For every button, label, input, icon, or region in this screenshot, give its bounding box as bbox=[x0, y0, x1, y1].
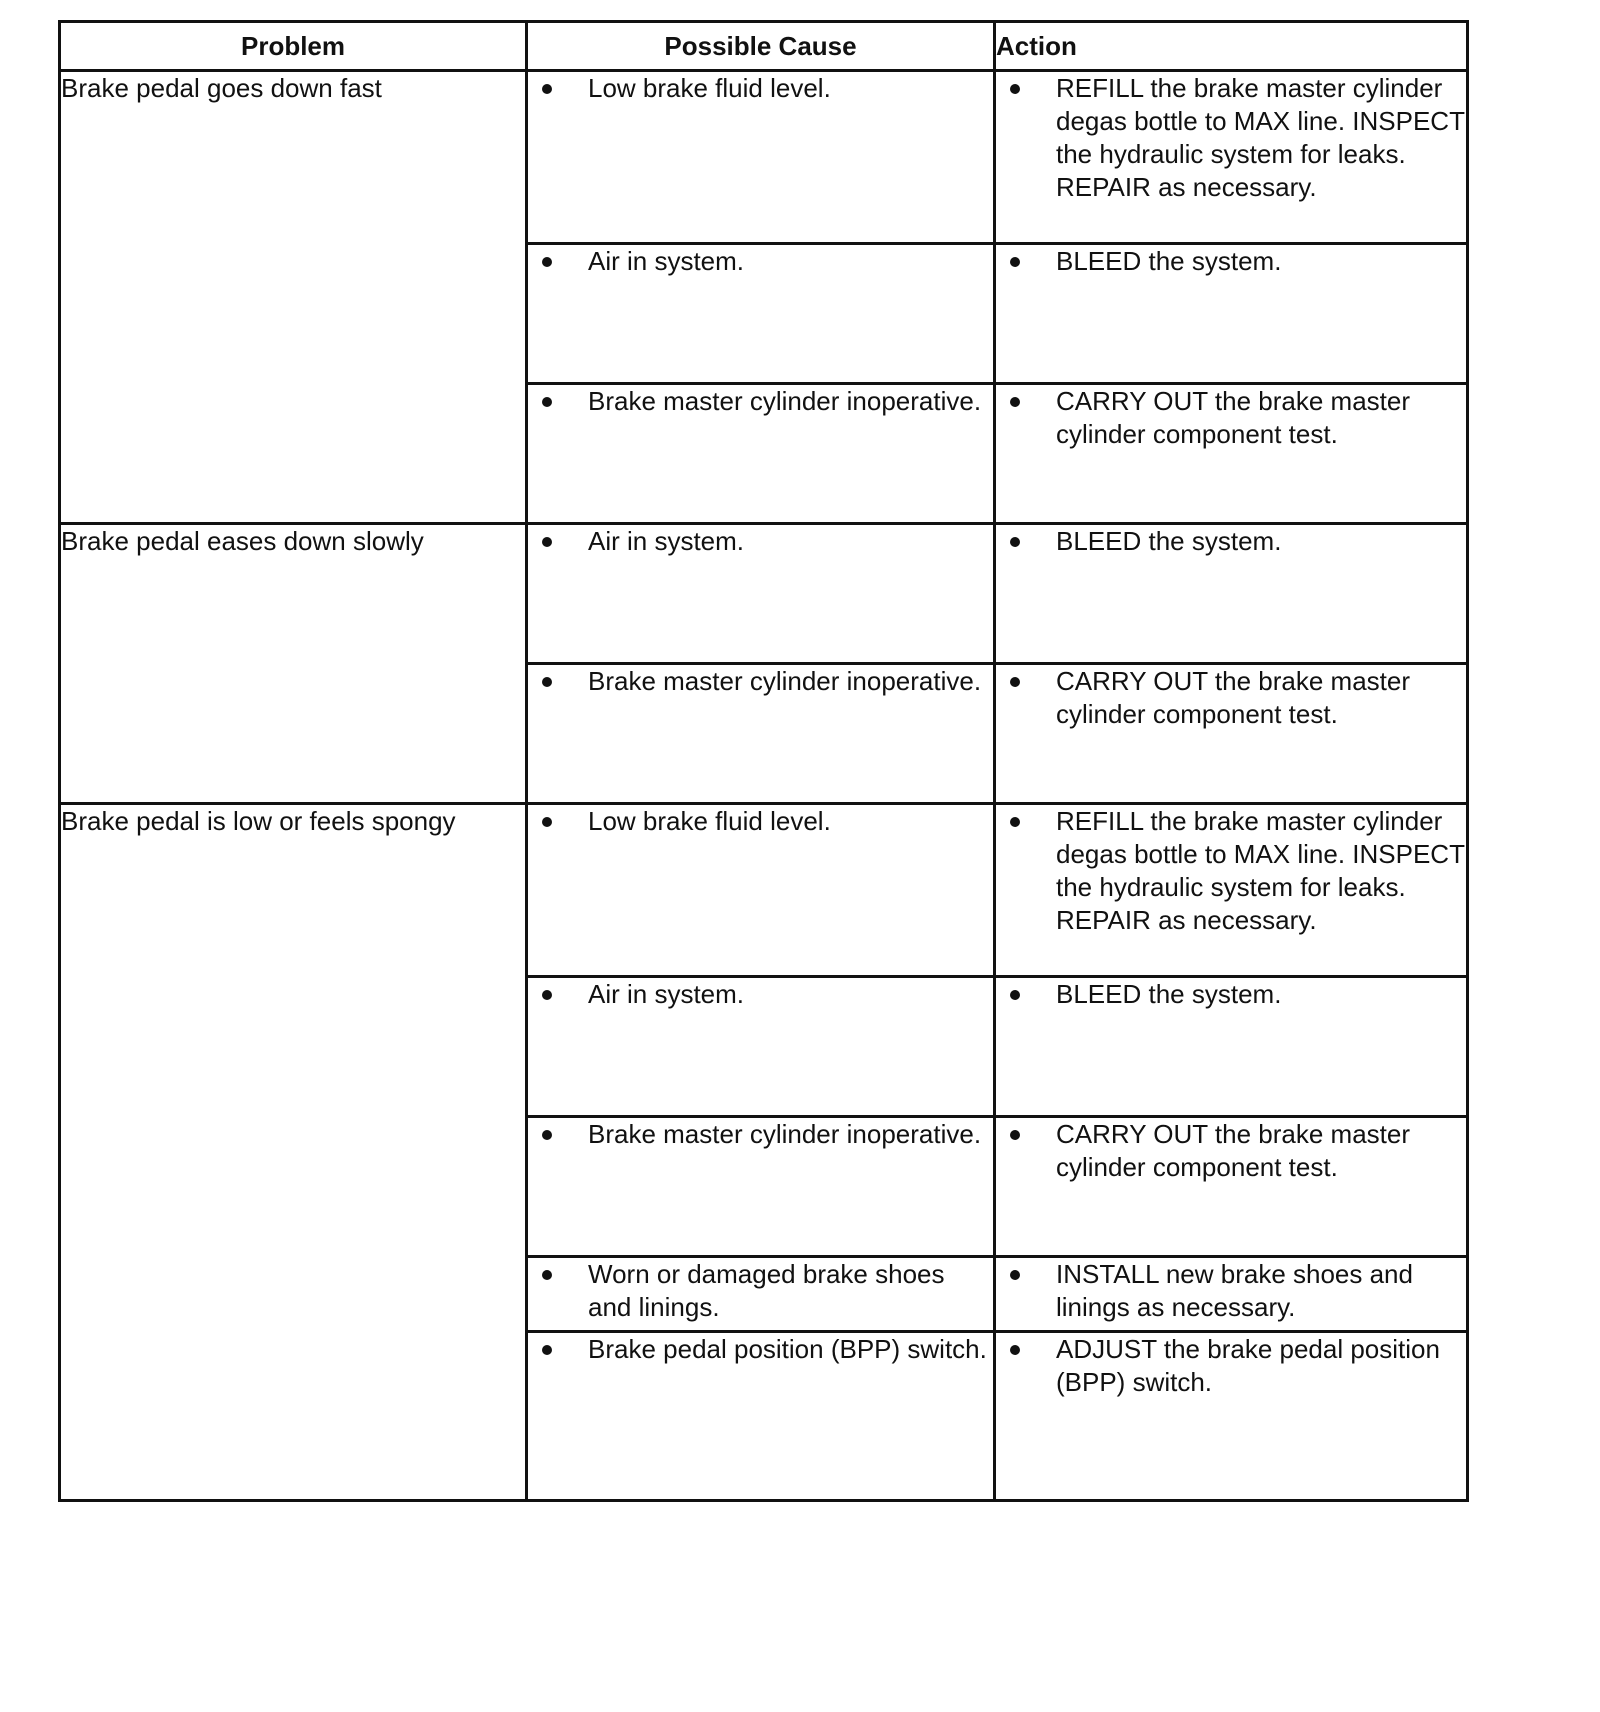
table-row bbox=[60, 71, 1468, 244]
action-text: ADJUST the brake pedal position (BPP) switch. bbox=[1056, 1334, 1440, 1397]
problem-cell: Brake pedal eases down slowly bbox=[60, 524, 527, 804]
bullet-icon bbox=[542, 1130, 552, 1140]
cause-cell bbox=[527, 977, 995, 1117]
bullet-icon bbox=[1010, 537, 1020, 547]
bullet-icon bbox=[1010, 677, 1020, 687]
action-cell bbox=[995, 1117, 1468, 1257]
bullet-icon bbox=[1010, 84, 1020, 94]
cause-text: Air in system. bbox=[588, 526, 745, 556]
header-problem: Problem bbox=[60, 22, 527, 71]
bullet-icon bbox=[1010, 990, 1020, 1000]
action-text: CARRY OUT the brake master cylinder component test. bbox=[1056, 386, 1411, 449]
cause-text: Brake pedal position (BPP) switch. bbox=[588, 1334, 987, 1364]
diagnosis-table bbox=[58, 20, 1469, 1502]
bullet-icon bbox=[1010, 1270, 1020, 1280]
bullet-icon bbox=[542, 1270, 552, 1280]
bullet-icon bbox=[1010, 257, 1020, 267]
cause-text: Air in system. bbox=[588, 246, 745, 276]
cause-text: Brake master cylinder inoperative. bbox=[588, 386, 982, 416]
action-cell bbox=[995, 384, 1468, 524]
cause-cell bbox=[527, 244, 995, 384]
cause-text: Low brake fluid level. bbox=[588, 806, 831, 836]
action-cell bbox=[995, 804, 1468, 977]
action-cell bbox=[995, 977, 1468, 1117]
bullet-icon bbox=[542, 537, 552, 547]
bullet-icon bbox=[542, 397, 552, 407]
cause-cell bbox=[527, 1332, 995, 1501]
bullet-icon bbox=[1010, 817, 1020, 827]
table-row bbox=[60, 524, 1468, 664]
action-text: REFILL the brake master cylinder degas bottle to MAX line. INSPECT the hydraulic system for leaks. REPAIR as necessary. bbox=[1056, 73, 1465, 202]
bullet-icon bbox=[542, 990, 552, 1000]
cause-cell bbox=[527, 664, 995, 804]
action-cell bbox=[995, 664, 1468, 804]
action-text: BLEED the system. bbox=[1056, 526, 1282, 556]
action-text: BLEED the system. bbox=[1056, 979, 1282, 1009]
cause-cell bbox=[527, 524, 995, 664]
bullet-icon bbox=[542, 257, 552, 267]
action-text: CARRY OUT the brake master cylinder component test. bbox=[1056, 1119, 1411, 1182]
header-row bbox=[60, 22, 1468, 71]
action-cell bbox=[995, 1332, 1468, 1501]
header-action: Action bbox=[995, 22, 1468, 71]
action-text: INSTALL new brake shoes and linings as necessary. bbox=[1056, 1259, 1413, 1322]
bullet-icon bbox=[542, 817, 552, 827]
bullet-icon bbox=[1010, 1345, 1020, 1355]
action-cell bbox=[995, 71, 1468, 244]
action-cell bbox=[995, 524, 1468, 664]
action-cell bbox=[995, 1257, 1468, 1332]
table-row bbox=[60, 804, 1468, 977]
cause-text: Brake master cylinder inoperative. bbox=[588, 666, 982, 696]
cause-text: Worn or damaged brake shoes and linings. bbox=[588, 1259, 945, 1322]
cause-text: Air in system. bbox=[588, 979, 745, 1009]
bullet-icon bbox=[542, 677, 552, 687]
bullet-icon bbox=[1010, 397, 1020, 407]
cause-cell bbox=[527, 804, 995, 977]
problem-cell: Brake pedal goes down fast bbox=[60, 71, 527, 524]
bullet-icon bbox=[542, 84, 552, 94]
bullet-icon bbox=[1010, 1130, 1020, 1140]
problem-cell: Brake pedal is low or feels spongy bbox=[60, 804, 527, 1501]
cause-cell bbox=[527, 384, 995, 524]
cause-text: Low brake fluid level. bbox=[588, 73, 831, 103]
action-text: BLEED the system. bbox=[1056, 246, 1282, 276]
cause-cell bbox=[527, 71, 995, 244]
action-cell bbox=[995, 244, 1468, 384]
action-text: CARRY OUT the brake master cylinder component test. bbox=[1056, 666, 1411, 729]
cause-cell bbox=[527, 1257, 995, 1332]
cause-cell bbox=[527, 1117, 995, 1257]
cause-text: Brake master cylinder inoperative. bbox=[588, 1119, 982, 1149]
bullet-icon bbox=[542, 1345, 552, 1355]
action-text: REFILL the brake master cylinder degas bottle to MAX line. INSPECT the hydraulic system for leaks. REPAIR as necessary. bbox=[1056, 806, 1465, 935]
header-possible-cause: Possible Cause bbox=[527, 22, 995, 71]
